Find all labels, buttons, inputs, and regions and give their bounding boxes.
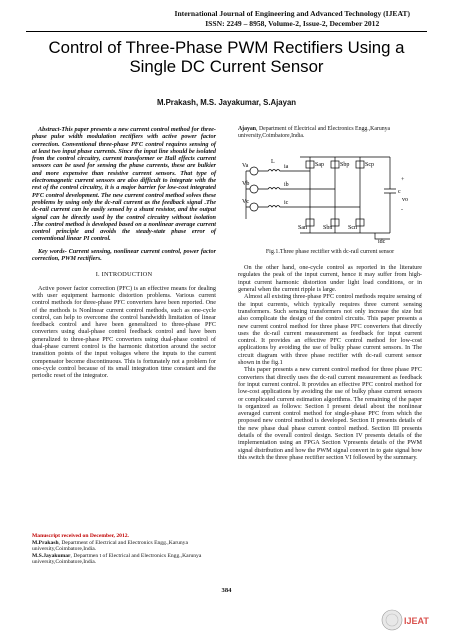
label-vc: Vc [242,198,249,205]
label-san: San [298,224,307,231]
label-sbn: Sbn [323,224,333,231]
title-line-2: Single DC Current Sensor [129,57,324,76]
manuscript-received: Manuscript received on December, 2012. [32,533,129,539]
label-sbp: Sbp [340,161,350,168]
label-scn: Scn [348,224,357,231]
journal-name: International Journal of Engineering and Advanced Technology (IJEAT) [174,9,410,18]
source-c-icon [250,203,258,211]
journal-header [174,9,410,28]
footnote [32,533,216,566]
intro-paragraph-right-1: On the other hand, one-cycle control as reported in the literature regulates the peak of the input current, hence it may suffer from high-input current harmonic distortion under light load conditions, or in general when the current ripple is large. [238,264,422,294]
source-b-icon [250,185,258,193]
rectifier-circuit-diagram [240,149,418,245]
affiliation-3: Ajayan, Department of Electrical and Electronics Engg.,Karunya university,Coimbatore,India. [238,126,391,139]
label-c: c [398,188,401,195]
abstract: Abstract-This paper presents a new current control method for three-phase pulse width modulation rectifiers with active power factor correction. Conventional three-phase PFC control requires sensing of at least two input phase currents. Since the input line should be isolated from the control circuitry, current transformer or Hall effects current sensors can be used for sensing the phase currents, these are bulkier and more expensive than resistive current sensors. That type of electromagnetic current sensors are also difficult to integrate with the rest of the control circuitry, it is a major barrier for low-cost integrated PFC control development. The new current control method solves these problems by using only the dc-rail current as the feedback signal .The dc-rail current can be easily sensed by a shunt resistor, and the output signal can be directly used by the control circuitry without isolation .The control method is developed based on a nonlinear average current control principle and avoids the steady-state phase error of conventional linear PI control. [32,126,216,243]
intro-paragraph-left: Active power factor correction (PFC) is an effective means for dealing with user equipment harmonic distortion problems. Various current control methods for three-phase PFC converters have been reported. One of the methods is Nonlinear current control methods, such as one-cycle control, can help to overcome the control bandwidth limitation of linear feedback control and have been generalized to three-phase PFC converters using dual-phase control feedback control and have been generalized to three-phase PFC converters using dual-phase control of dual-phase current control is the harmonic distortion around the sector transition points of the input voltages where the inputs to the current compensator become discontinuous. This is fortunately not a problem for one-cycle control because of its small integration time constant and the periodic reset of the integrator. [32,284,216,380]
label-l: L [271,158,275,165]
authors: M.Prakash, M.S. Jayakumar, S.Ajayan [156,98,297,107]
page-number: 384 [221,587,232,594]
label-sap: Sap [315,161,324,168]
left-column [32,126,216,380]
label-va: Va [242,162,249,169]
label-minus: - [401,206,403,213]
figure-caption: Fig.1.Three phase rectifier with dc-rail current sensor [265,248,395,255]
label-vo: vo [402,196,408,203]
title-line-1: Control of Three-Phase PWM Rectifiers Using a [48,38,405,57]
label-plus: + [401,176,405,183]
intro-paragraph-right-3: This paper presents a new current control method for three phase PFC converters that directly uses the dc-rail current measurement as feedback for input current control. It provides an effective PFC control method for low-cost applications by avoiding the use of bulky phase current sensors or complicated current estimation algorithms. The remaining of the paper is organized as follows: Section I present detail about the nonlinear averaged current control method for single-phase PFC from which the proposed new control method is developed. Section II presents details of the new phase dual phase current control method. Section III presents details of the overall control design. Section IV presents details of the implementation using an FPGA Section Vpresents details of the PWM signal distribution and how the PWM signal convert in to gate signal how this switch the three phase rectifier section VI followed by the summary. [238,366,422,461]
logo-text: IJEAT [404,616,429,626]
keywords: Key words- Current sensing, nonlinear current control, power factor correction, PWM rectifiers. [32,247,216,263]
source-a-icon [250,167,258,175]
journal-issn: ISSN: 2249 – 8958, Volume-2, Issue-2, December 2012 [205,18,380,28]
affiliation-1: M.Prakash, Department of Electrical and Electronics Engg.,Karunya university,Coimbatore,India. [32,539,188,553]
label-vb: Vb [242,180,250,187]
label-idc: idc [378,238,386,245]
right-column [238,126,422,461]
label-ib: ib [284,181,289,188]
header-rule [26,31,427,32]
paper-title [20,38,433,76]
intro-paragraph-right-2: Almost all existing three-phase PFC control methods require sensing of the input currents, which typically requires three current sensing transformers. Such sensing transformers not only increase the size but also complicate the design of the control circuits. This paper presents a new current control method for three phase PFC converters that directly uses the dc-rail current measurement as feedback for input current control. It provides an effective PFC control method for low-cost applications by avoiding the use of bulky phase current sensors. In The circuit diagram with three phase rectifier with dc-rail current sensor shown in the fig.1 [238,293,422,367]
ijeat-logo [380,606,432,634]
affiliation-2: M.S.Jayakumar, Departmen t of Electrical and Electronics Engg.,Karunya university,Coimbatore,India. [32,552,202,566]
label-scp: Scp [365,161,374,168]
label-ic: ic [284,199,289,206]
label-ia: ia [284,163,289,170]
section-heading-introduction: I. INTRODUCTION [95,271,153,279]
